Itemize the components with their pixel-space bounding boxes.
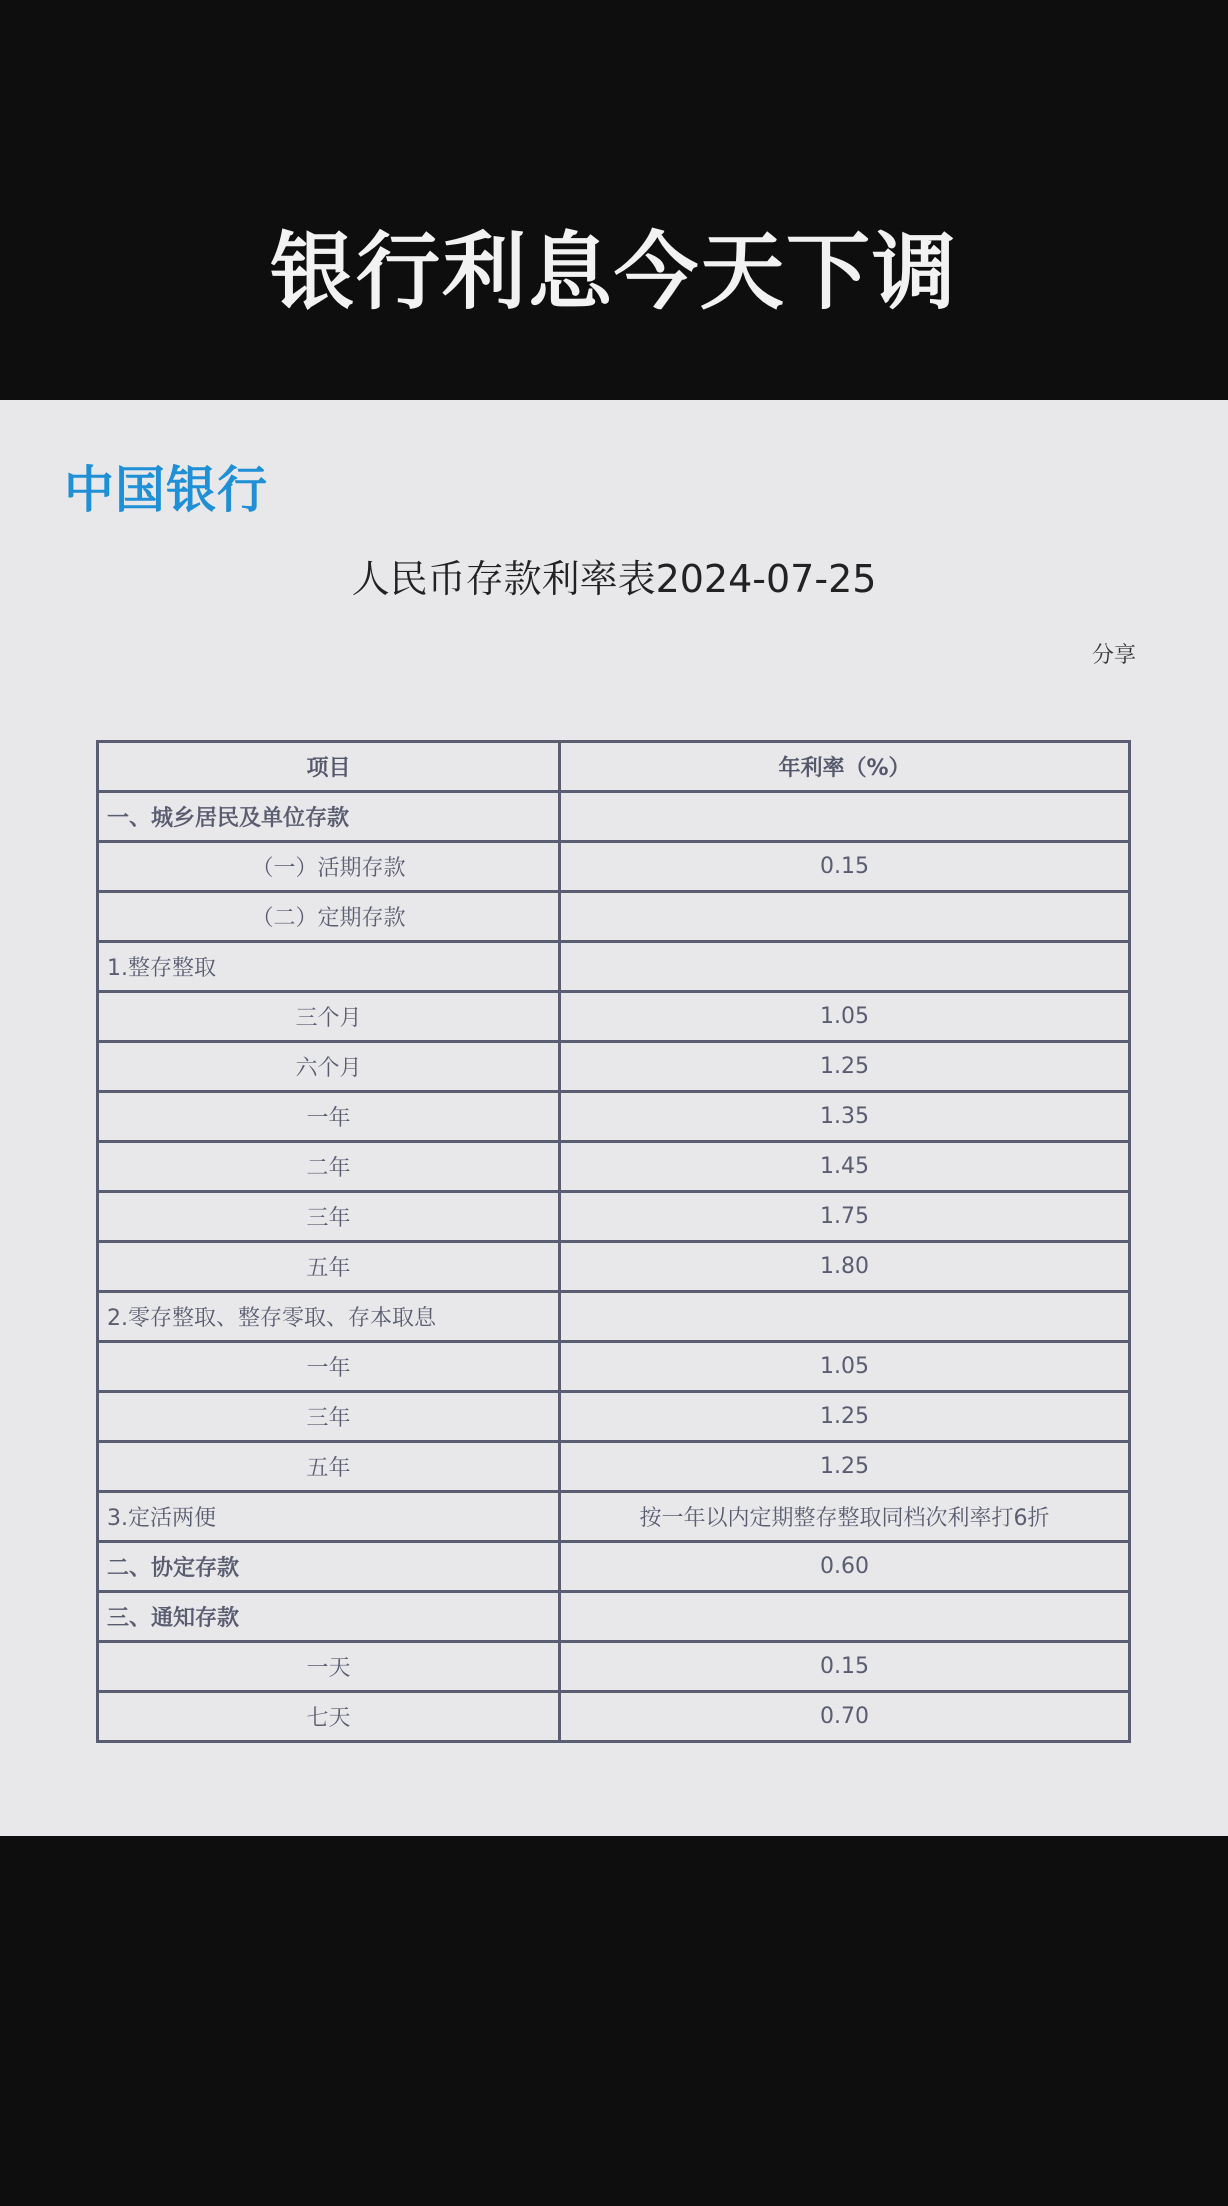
table-row bbox=[98, 792, 1130, 842]
row-rate-cell: 1.05 bbox=[560, 1342, 1130, 1392]
table-row bbox=[98, 1542, 1130, 1592]
row-item-cell: 五年 bbox=[98, 1242, 560, 1292]
table-row bbox=[98, 842, 1130, 892]
table-row bbox=[98, 942, 1130, 992]
table-header-row bbox=[98, 742, 1130, 792]
row-rate-cell: 1.80 bbox=[560, 1242, 1130, 1292]
table-row bbox=[98, 892, 1130, 942]
row-rate-cell: 1.25 bbox=[560, 1042, 1130, 1092]
table-row bbox=[98, 1192, 1130, 1242]
row-rate-cell bbox=[560, 1592, 1130, 1642]
table-row bbox=[98, 1642, 1130, 1692]
row-item-cell: 三、通知存款 bbox=[98, 1592, 560, 1642]
page-title: 人民币存款利率表2024-07-25 bbox=[351, 557, 877, 601]
row-item-cell: 二年 bbox=[98, 1142, 560, 1192]
table-row bbox=[98, 1342, 1130, 1392]
table-body bbox=[98, 792, 1130, 1742]
row-item-cell: 三年 bbox=[98, 1192, 560, 1242]
row-item-cell: 1.整存整取 bbox=[98, 942, 560, 992]
column-header-item: 项目 bbox=[98, 742, 560, 792]
table-row bbox=[98, 1042, 1130, 1092]
row-item-cell: 三年 bbox=[98, 1392, 560, 1442]
bank-logo: 中国银行 bbox=[64, 461, 268, 519]
table-row bbox=[98, 1242, 1130, 1292]
top-banner bbox=[0, 0, 1228, 400]
row-item-cell: （二）定期存款 bbox=[98, 892, 560, 942]
rate-page bbox=[0, 400, 1228, 1836]
column-header-rate: 年利率（%） bbox=[560, 742, 1130, 792]
row-item-cell: 3.定活两便 bbox=[98, 1492, 560, 1542]
row-item-cell: 三个月 bbox=[98, 992, 560, 1042]
row-rate-cell: 0.70 bbox=[560, 1692, 1130, 1742]
table-row bbox=[98, 1292, 1130, 1342]
row-rate-cell bbox=[560, 942, 1130, 992]
row-rate-cell bbox=[560, 892, 1130, 942]
table-row bbox=[98, 1392, 1130, 1442]
headline: 银行利息今天下调 bbox=[269, 223, 958, 321]
row-item-cell: 六个月 bbox=[98, 1042, 560, 1092]
table-row bbox=[98, 1092, 1130, 1142]
row-item-cell: 一天 bbox=[98, 1642, 560, 1692]
row-rate-cell: 1.45 bbox=[560, 1142, 1130, 1192]
row-item-cell: 2.零存整取、整存零取、存本取息 bbox=[98, 1292, 560, 1342]
row-item-cell: 一年 bbox=[98, 1342, 560, 1392]
row-item-cell: 一、城乡居民及单位存款 bbox=[98, 792, 560, 842]
row-item-cell: 五年 bbox=[98, 1442, 560, 1492]
table-row bbox=[98, 1442, 1130, 1492]
row-rate-cell: 0.15 bbox=[560, 842, 1130, 892]
row-rate-cell: 1.05 bbox=[560, 992, 1130, 1042]
row-rate-cell bbox=[560, 792, 1130, 842]
row-rate-cell: 1.75 bbox=[560, 1192, 1130, 1242]
row-item-cell: 七天 bbox=[98, 1692, 560, 1742]
table-row bbox=[98, 992, 1130, 1042]
table-row bbox=[98, 1492, 1130, 1542]
row-item-cell: 一年 bbox=[98, 1092, 560, 1142]
row-rate-cell: 1.25 bbox=[560, 1442, 1130, 1492]
bottom-band bbox=[0, 1836, 1228, 2206]
row-rate-cell bbox=[560, 1292, 1130, 1342]
deposit-rate-table bbox=[96, 740, 1131, 1743]
row-rate-cell: 0.60 bbox=[560, 1542, 1130, 1592]
row-rate-cell: 1.35 bbox=[560, 1092, 1130, 1142]
table-row bbox=[98, 1692, 1130, 1742]
table-row bbox=[98, 1142, 1130, 1192]
row-rate-cell: 按一年以内定期整存整取同档次利率打6折 bbox=[560, 1492, 1130, 1542]
row-rate-cell: 1.25 bbox=[560, 1392, 1130, 1442]
row-item-cell: 二、协定存款 bbox=[98, 1542, 560, 1592]
row-rate-cell: 0.15 bbox=[560, 1642, 1130, 1692]
row-item-cell: （一）活期存款 bbox=[98, 842, 560, 892]
share-link[interactable]: 分享 bbox=[1091, 643, 1136, 668]
table-row bbox=[98, 1592, 1130, 1642]
